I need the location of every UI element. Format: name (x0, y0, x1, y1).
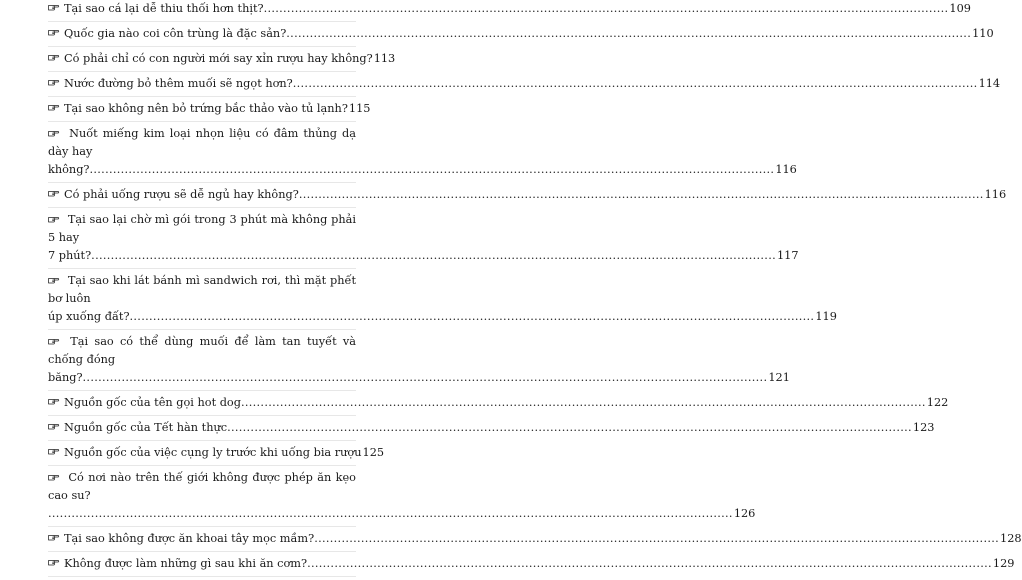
toc-page-number: 129 (992, 557, 1015, 570)
toc-entry-line (48, 125, 356, 161)
dot-leader (48, 505, 733, 523)
toc-entry-title: Có phải uống rượu sẽ dễ ngủ hay không? (64, 188, 299, 201)
dot-leader (91, 247, 776, 265)
toc-entry-line (48, 97, 371, 121)
pointing-hand-icon (48, 421, 59, 431)
toc-entry[interactable] (48, 22, 994, 47)
toc-entry-title: Tại sao cá lại dễ thiu thối hơn thịt? (64, 2, 264, 15)
toc-page-number: 109 (949, 2, 971, 15)
toc-entry[interactable] (48, 441, 385, 466)
toc-entry-title: Quốc gia nào coi côn trùng là đặc sản? (64, 27, 287, 40)
pointing-hand-icon (48, 77, 59, 87)
toc-entry[interactable] (48, 269, 837, 330)
dot-leader (293, 72, 978, 96)
pointing-hand-icon (48, 336, 59, 346)
toc-entry-title: không? (48, 163, 90, 176)
toc-page-number: 128 (1000, 532, 1022, 545)
toc-entry[interactable] (48, 47, 396, 72)
toc-entry-title: úp xuống đất? (48, 310, 130, 323)
pointing-hand-icon (48, 2, 59, 12)
toc-entry[interactable] (48, 0, 971, 22)
toc-entry-line (48, 161, 797, 179)
toc-entry[interactable] (48, 391, 949, 416)
toc-entry-line (48, 391, 949, 415)
toc-entry-line (48, 552, 1015, 576)
toc-entry-title: Nước đường bỏ thêm muối sẽ ngọt hơn? (64, 77, 293, 90)
toc-entry-line (48, 272, 356, 308)
toc-entry-line (48, 469, 356, 505)
toc-entry-title: Không được làm những gì sau khi ăn cơm? (64, 557, 308, 570)
toc-entry-line (48, 211, 356, 247)
pointing-hand-icon (48, 102, 59, 112)
dot-leader (286, 22, 971, 46)
toc-page-number: 125 (362, 446, 385, 459)
toc-entry[interactable] (48, 72, 1001, 97)
dot-leader (314, 527, 999, 551)
dot-leader (307, 552, 992, 576)
toc-entry-line (48, 22, 994, 46)
toc-entry-line (48, 183, 1007, 207)
toc-entry-title: Nguồn gốc của việc cụng ly trước khi uống bia rượu (64, 446, 362, 459)
toc-entry-line (48, 308, 837, 326)
pointing-hand-icon (48, 128, 59, 138)
dot-leader (241, 391, 926, 415)
toc-page-number: 114 (978, 77, 1001, 90)
dot-leader (90, 161, 775, 179)
toc-page-number: 119 (815, 310, 837, 323)
dot-leader (83, 369, 768, 387)
toc-entry-line (48, 441, 385, 465)
toc-entry[interactable] (48, 527, 1022, 552)
toc-page-number: 121 (768, 371, 790, 384)
toc-entry-line (48, 527, 1022, 551)
toc-entry-title: Nguồn gốc của tên gọi hot dog (64, 396, 241, 409)
toc-page-number: 110 (972, 27, 994, 40)
toc-entry-line (48, 47, 396, 71)
pointing-hand-icon (48, 188, 59, 198)
dot-leader (130, 308, 815, 326)
toc-entry-title: Nuốt miếng kim loại nhọn liệu có đâm thủng dạ dày hay (48, 127, 357, 158)
toc-entry-line (48, 416, 935, 440)
toc-entry-line (48, 369, 790, 387)
toc-entry-title: 7 phút? (48, 249, 92, 262)
toc-entry[interactable] (48, 208, 799, 269)
toc-entry-title: Tại sao lại chờ mì gói trong 3 phút mà không phải 5 hay (48, 213, 357, 244)
dot-leader (299, 183, 984, 207)
toc-entry[interactable] (48, 122, 797, 183)
toc-page-number: 123 (912, 421, 935, 434)
toc-entry[interactable] (48, 330, 790, 391)
toc-entry-title: Có nơi nào trên thế giới không được phép ăn kẹo cao su? (48, 471, 356, 502)
toc-page-number: 126 (733, 507, 756, 520)
toc-entry-title: Tại sao có thể dùng muối để làm tan tuyết và chống đóng (48, 335, 357, 366)
toc-entry[interactable] (48, 552, 1015, 577)
toc-entry-line (48, 0, 971, 21)
toc-entry-line (48, 72, 1001, 96)
toc-entry[interactable] (48, 97, 371, 122)
toc-entry-title: Có phải chỉ có con người mới say xỉn rượu hay không? (64, 52, 373, 65)
toc-page-number: 113 (373, 52, 396, 65)
toc-page-number: 116 (984, 188, 1007, 201)
pointing-hand-icon (48, 275, 59, 285)
toc-entry[interactable] (48, 466, 756, 527)
pointing-hand-icon (48, 446, 59, 456)
toc-entry-title: Nguồn gốc của Tết hàn thực (64, 421, 228, 434)
toc-entry-line (48, 505, 756, 523)
table-of-contents (48, 0, 1022, 577)
pointing-hand-icon (48, 27, 59, 37)
toc-entry-title: băng? (48, 371, 83, 384)
toc-entry-line (48, 247, 799, 265)
toc-entry-line (48, 333, 356, 369)
toc-entry[interactable] (48, 183, 1007, 208)
pointing-hand-icon (48, 557, 59, 567)
toc-entry-title: Tại sao không nên bỏ trứng bắc thảo vào tủ lạnh? (64, 102, 348, 115)
toc-entry-title: Tại sao không được ăn khoai tây mọc mầm? (64, 532, 315, 545)
pointing-hand-icon (48, 52, 59, 62)
pointing-hand-icon (48, 396, 59, 406)
toc-page-number: 122 (926, 396, 949, 409)
toc-entry-title: Tại sao khi lát bánh mì sandwich rơi, thì mặt phết bơ luôn (48, 274, 356, 305)
toc-page-number: 117 (776, 249, 799, 262)
toc-page-number: 115 (348, 102, 371, 115)
pointing-hand-icon (48, 214, 59, 224)
toc-entry[interactable] (48, 416, 935, 441)
pointing-hand-icon (48, 532, 59, 542)
dot-leader (264, 0, 949, 21)
pointing-hand-icon (48, 472, 59, 482)
dot-leader (227, 416, 912, 440)
toc-page-number: 116 (775, 163, 797, 176)
